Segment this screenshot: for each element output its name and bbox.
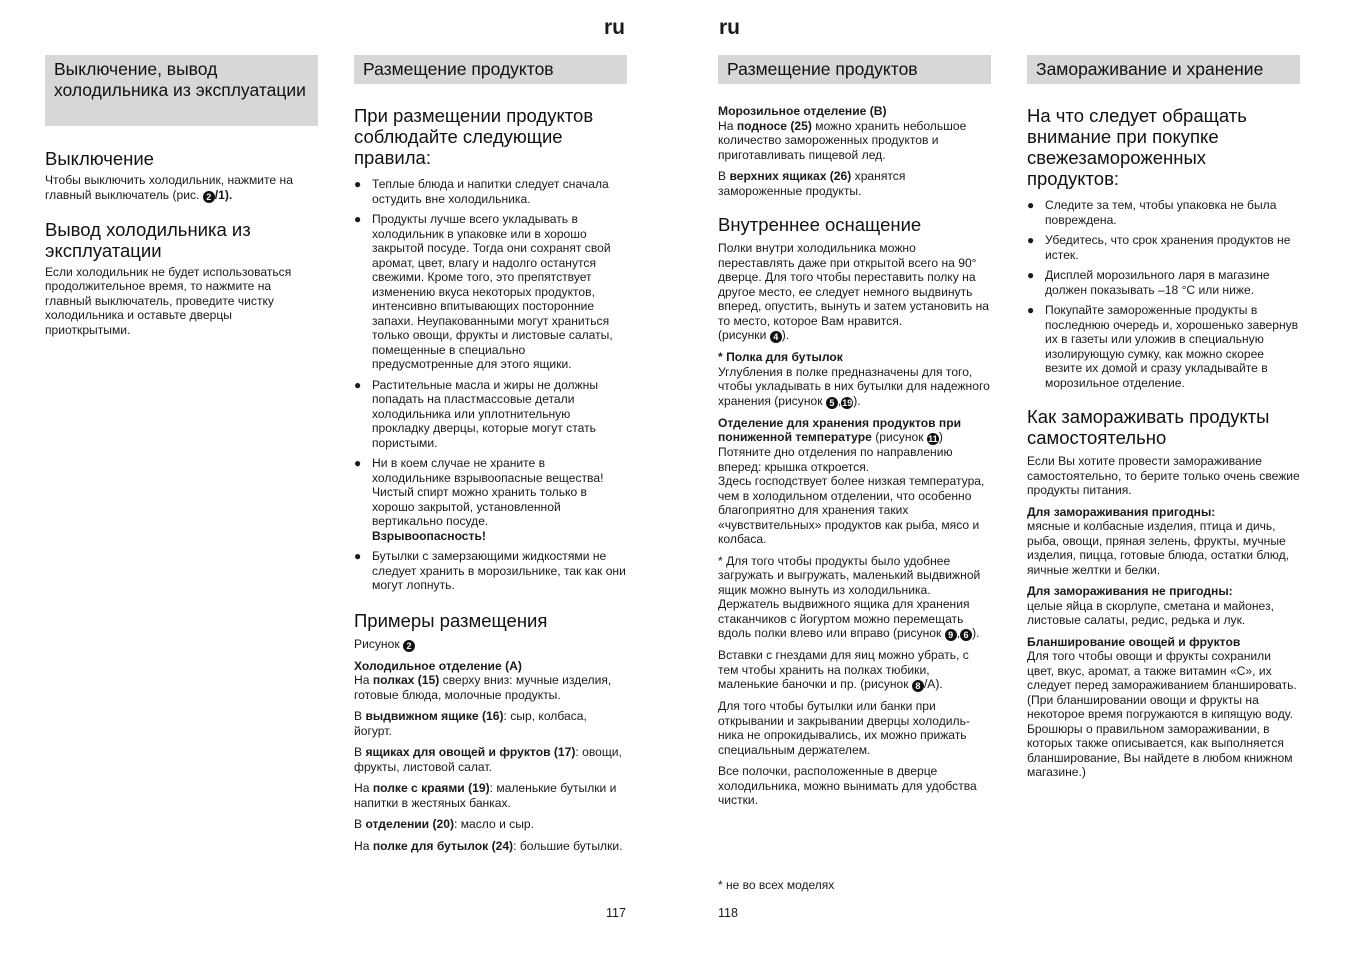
- heading-switch-off: Выключение: [45, 148, 154, 169]
- column-1: [45, 55, 318, 344]
- paragraph: Если Вы хотите провести замораживание самостоятельно, то берите только очень свежие продукты питания.: [1027, 454, 1300, 497]
- figure-number: 19: [842, 397, 853, 408]
- figure-number: 6: [960, 629, 972, 641]
- page-number-right: 118: [718, 906, 738, 920]
- paragraph: Вставки с гнездами для яиц можно убрать, с тем чтобы хранить на полках тюбики, маленькие баночки и пр. (рисунок 8 /A).: [718, 648, 969, 691]
- fridge-head: Холодильное отделение (A): [354, 658, 522, 673]
- decommission-text: Если холодильник не будет использоваться продолжительное время, то нажмите на главный выключатель, проведите чистку холодильника и оставьте дверцы приоткрытыми.: [45, 264, 292, 337]
- page-number-left: 117: [606, 906, 626, 920]
- paragraph: * Для того чтобы продукты было удобнее загружать и выгружать, маленький выдвижной ящик можно вынуть из холодильника. Держатель выдвижного ящика для хранения стаканчиков с йогуртом можно перемещать вдоль полки влево или вправо (рисунок 9 , 6 ).: [718, 553, 981, 640]
- paragraph: Для того чтобы бутылки или банки при открывании и закрывании дверцы холодиль-ника не опрокидывались, их можно прижать специальным держателем.: [718, 699, 970, 757]
- section-band: Размещение продуктов: [718, 55, 991, 84]
- buy-list: [1027, 198, 1300, 390]
- bottle-head: * Полка для бутылок: [718, 350, 843, 364]
- paragraph: На подносе (25) можно хранить небольшое количество замороженных продуктов и приготавливать пищевой лед.: [718, 118, 967, 162]
- heading-rules: При размещении продуктов соблюдайте следующие правила:: [354, 105, 594, 168]
- language-label-right: ru: [719, 16, 740, 39]
- paragraph: На полках (15) сверху вниз: мучные изделия, готовые блюда, молочные продукты.: [354, 673, 612, 702]
- paragraph: Все полочки, расположенные в дверце холодильника, можно вынимать для удобства чистки.: [718, 764, 977, 807]
- heading-examples: Примеры размещения: [354, 609, 548, 631]
- column-2: [354, 55, 627, 860]
- section-band: Выключение, вывод холодильника из эксплуатации: [45, 55, 318, 126]
- paragraph: Углубления в полке предназначены для того, чтобы укладывать в них бутылки для надежного хранения (рисунок 5 ,19).: [718, 364, 990, 408]
- section-band: Замораживание и хранение: [1027, 55, 1300, 84]
- column-3: [718, 55, 991, 815]
- freezer-head: Морозильное отделение (B): [718, 104, 887, 118]
- list-item: ● Бутылки с замерзающими жидкостями не следует хранить в морозильнике, так как они могут лопнуть.: [354, 549, 627, 593]
- footnote: * не во всех моделях: [718, 878, 835, 892]
- heading-freeze: Как замораживать продукты самостоятельно: [1027, 406, 1270, 448]
- paragraph: Отделение для хранения продуктов при пониженной температуре (рисунок 11) Потяните дно отделения по направлению вперед: крышка откроется. Здесь господствует более низкая температура, чем в холодильном отделении, что особенно благоприятно для хранения таких «чувствительных» продуктов как рыба, мясо и колбаса.: [718, 415, 985, 546]
- figure-number: 9: [945, 629, 957, 641]
- figure-number: 8: [912, 680, 924, 692]
- figure-ref: Рисунок 2: [354, 637, 627, 652]
- figure-number: 4: [770, 331, 782, 343]
- figure-number: 5: [826, 397, 838, 409]
- paragraph: В отделении (20): масло и сыр.: [354, 817, 535, 831]
- paragraph: Для замораживания пригодны: мясные и колбасные изделия, птица и дичь, рыба, овощи, пряная зелень, фрукты, мучные изделия, пицца, готовые блюда, остатки блюд, яичные желтки и белки.: [1027, 504, 1290, 577]
- list-item: ● Растительные масла и жиры не должны попадать на пластмассовые детали холодильника или уплотнительную прокладку дверцы, которые могут стать пористыми.: [354, 378, 627, 451]
- paragraph: Бланширование овощей и фруктов Для того чтобы овощи и фрукты сохранили цвет, вкус, аромат, а также витамин «C», их следует перед замораживанием бланшировать. (При бланшировании овощи и фрукты на некоторое время погружаются в кипящую воду. Брошюры о правильном замораживании, в которых также описывается, как выполняется бланширование, Вы найдете в любом книжном магазине.): [1027, 634, 1297, 779]
- list-item: ● Дисплей морозильного ларя в магазине должен показывать –18 °C или ниже.: [1027, 268, 1300, 297]
- list-item: ● Убедитесь, что срок хранения продуктов не истек.: [1027, 233, 1300, 262]
- paragraph: В ящиках для овощей и фруктов (17): овощи, фрукты, листовой салат.: [354, 745, 622, 774]
- list-item: ● Следите за тем, чтобы упаковка не была повреждена.: [1027, 198, 1300, 227]
- rules-list: [354, 177, 627, 593]
- switch-off-text: Чтобы выключить холодильник, нажмите на главный выключатель (рис. 2 /1).: [45, 173, 293, 202]
- list-item: ● Ни в коем случае не храните в холодильнике взрывоопасные вещества! Чистый спирт можно хранить только в хорошо закрытой, установленной вертикально посуде. Взрывоопасность!: [354, 456, 627, 543]
- figure-number: 2: [403, 640, 415, 652]
- language-label-left: ru: [604, 16, 625, 39]
- heading-decommission: Вывод холодильника из эксплуатации: [45, 218, 251, 261]
- paragraph: В верхних ящиках (26) хранятся замороженные продукты.: [718, 169, 906, 198]
- column-4: [1027, 55, 1300, 787]
- figure-number: 11: [928, 434, 938, 444]
- paragraph: На полке с краями (19): маленькие бутылки и напитки в жестяных банках.: [354, 781, 617, 810]
- paragraph: На полке для бутылок (24): большие бутылки.: [354, 838, 623, 853]
- paragraph: В выдвижном ящике (16): сыр, колбаса, йогурт.: [354, 709, 587, 738]
- heading-interior: Внутреннее оснащение: [718, 214, 922, 235]
- list-item: ● Теплые блюда и напитки следует сначала остудить вне холодильника.: [354, 177, 627, 206]
- section-band: Размещение продуктов: [354, 55, 627, 84]
- paragraph: Полки внутри холодильника можно переставлять даже при открытой всего на 90° дверце. Для того чтобы переставить полку на другое место, ее следует немного выдвинуть вперед, опустить, вынуть и затем установить на то место, которое Вам нравится. (рисунки 4 ).: [718, 241, 989, 342]
- list-item: ● Продукты лучше всего укладывать в холодильник в упаковке или в хорошо закрытой посуде. Тогда они сохранят свой аромат, цвет, влагу и надолго останутся свежими. Кроме того, это препятствует изменению вкуса некоторых продуктов, интенсивно впитывающих посторонние запахи. Неупакованными могут храниться только овощи, фрукты и листовые салаты, помещенные в специально предусмотренные для этого ящики.: [354, 212, 627, 372]
- paragraph: Для замораживания не пригодны: целые яйца в скорлупе, сметана и майонез, листовые салаты, редис, редька и лук.: [1027, 584, 1274, 627]
- figure-number: 2: [203, 191, 215, 203]
- list-item: ● Покупайте замороженные продукты в последнюю очередь и, хорошенько завернув их в газеты или уложив в специальную изолирующую сумку, как можно скорее везите их домой и сразу укладывайте в морозильное отделение.: [1027, 303, 1300, 390]
- heading-buy: На что следует обращать внимание при покупке свежезамороженных продуктов:: [1027, 105, 1247, 189]
